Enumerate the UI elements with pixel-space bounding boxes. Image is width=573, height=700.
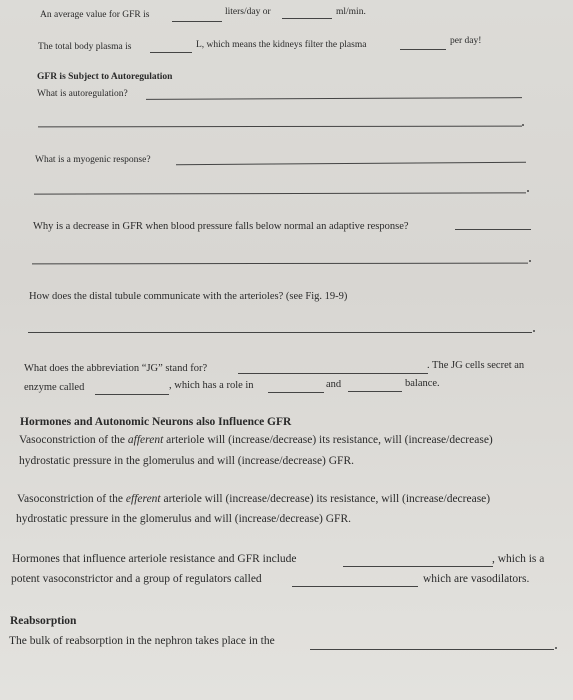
line-end-dot <box>533 330 535 332</box>
afferent-line-2: hydrostatic pressure in the glomerulus and will (increase/decrease) GFR. <box>19 455 354 467</box>
jg-balance-text: balance. <box>405 378 440 389</box>
plasma-liters-blank[interactable] <box>150 52 192 53</box>
autoregulation-answer-line-2[interactable] <box>38 126 522 128</box>
plasma-per-day: per day! <box>450 36 482 46</box>
myogenic-answer-line-1[interactable] <box>176 162 526 165</box>
gfr-liters-blank[interactable] <box>172 21 222 22</box>
enzyme-blank[interactable] <box>95 394 169 395</box>
autoregulation-question: What is autoregulation? <box>37 89 128 99</box>
jg-and-text: and <box>326 379 342 390</box>
gfr-ml-blank[interactable] <box>282 18 332 19</box>
jg-role-text: , which has a role in <box>169 380 254 391</box>
hormones-which-text: , which is a <box>492 553 545 565</box>
distal-answer-line[interactable] <box>28 332 532 333</box>
plasma-filter-text: L, which means the kidneys filter the plasma <box>196 40 367 50</box>
jg-cells-text: . The JG cells secret an <box>427 360 525 371</box>
afferent-word: afferent <box>127 434 164 446</box>
myogenic-question: What is a myogenic response? <box>35 155 151 165</box>
afferent-line-1 <box>19 435 493 447</box>
autoregulation-answer-line-1[interactable] <box>146 97 522 100</box>
efferent-suffix: arteriole will (increase/decrease) its resistance, will (increase/decrease) <box>160 493 491 505</box>
gfr-ml-unit: ml/min. <box>336 7 366 17</box>
reabsorption-heading: Reabsorption <box>10 615 77 627</box>
vasoconstrictor-text: potent vasoconstrictor and a group of regulators called <box>11 573 262 585</box>
line-end-dot <box>555 647 557 649</box>
plasma-times-blank[interactable] <box>400 49 446 50</box>
gfr-average-text: An average value for GFR is <box>40 10 150 20</box>
adaptive-answer-line-1[interactable] <box>455 229 531 230</box>
reabsorption-text: The bulk of reabsorption in the nephron takes place in the <box>9 635 275 647</box>
line-end-dot <box>522 124 524 126</box>
hormones-heading: Hormones and Autonomic Neurons also Influence GFR <box>20 416 292 428</box>
efferent-line-1 <box>17 494 490 506</box>
role-blank-2[interactable] <box>348 391 402 392</box>
gfr-liters-unit: liters/day or <box>225 7 271 17</box>
vasodilator-regulators-blank[interactable] <box>292 586 418 587</box>
adaptive-answer-line-2[interactable] <box>32 263 528 265</box>
adaptive-response-question: Why is a decrease in GFR when blood pressure falls below normal an adaptive response? <box>33 221 409 232</box>
autoregulation-heading: GFR is Subject to Autoregulation <box>37 72 173 82</box>
line-end-dot <box>529 260 531 262</box>
afferent-suffix: arteriole will (increase/decrease) its resistance, will (increase/decrease) <box>163 434 493 446</box>
jg-question: What does the abbreviation “JG” stand for? <box>24 363 208 374</box>
efferent-word: efferent <box>125 493 161 505</box>
reabsorption-answer-blank[interactable] <box>310 649 554 650</box>
afferent-prefix: Vasoconstriction of the <box>19 434 128 446</box>
efferent-prefix: Vasoconstriction of the <box>17 493 126 505</box>
jg-enzyme-text: enzyme called <box>24 382 85 393</box>
jg-answer-blank[interactable] <box>238 373 428 374</box>
hormone-vasoconstrictor-blank[interactable] <box>343 566 493 567</box>
role-blank-1[interactable] <box>268 392 324 393</box>
myogenic-answer-line-2[interactable] <box>34 192 526 194</box>
plasma-text: The total body plasma is <box>38 42 132 52</box>
distal-tubule-question: How does the distal tubule communicate with the arterioles? (see Fig. 19-9) <box>29 291 348 302</box>
line-end-dot <box>527 190 529 192</box>
hormones-influence-text: Hormones that influence arteriole resistance and GFR include <box>12 553 297 565</box>
efferent-line-2: hydrostatic pressure in the glomerulus and will (increase/decrease) GFR. <box>16 513 351 525</box>
vasodilators-text: which are vasodilators. <box>423 573 530 585</box>
